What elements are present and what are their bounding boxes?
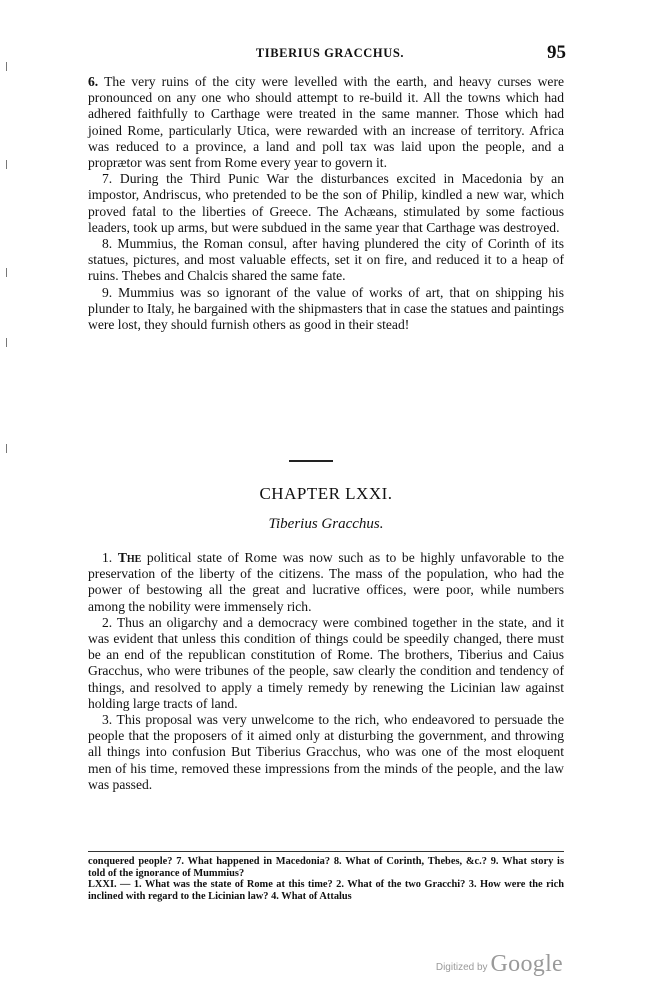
paragraph	[88, 236, 564, 285]
paragraph	[88, 171, 564, 236]
paragraph-number: 8.	[102, 236, 113, 252]
paragraph	[88, 712, 564, 793]
opening-word: The	[117, 550, 142, 565]
google-logo: Google	[490, 951, 563, 977]
paragraph	[88, 285, 564, 334]
footnotes	[88, 856, 564, 902]
digitized-watermark	[436, 948, 563, 978]
paragraph-number: 9.	[102, 284, 113, 300]
paragraph-text: During the Third Punic War the disturbances excited in Macedonia by an impostor, Andriscus, who pretended to be the son of Philip, kindled a new war, which proved fatal to the liberties of Greece. The Achæans, stimulated by some factious leaders, took up arms, but were subdued in the same year that Carthage was destroyed.	[88, 171, 564, 235]
paragraph-text: The very ruins of the city were levelled with the earth, and heavy curses were pronounced on any one who should attempt to re-build it. All the towns which had adhered faithfully to Carthage were treated in the same manner. Those which had joined Rome, particularly Utica, were rewarded with an increase of territory. Africa was reduced to a province, a land and poll tax was laid upon the people, and a proprætor was sent from Rome every year to govern it.	[88, 74, 564, 171]
watermark-prefix: Digitized by	[435, 962, 488, 973]
chapter-title: CHAPTER LXXI.	[259, 484, 393, 503]
paragraph-number: 6.	[88, 74, 99, 89]
chapter-subtitle: Tiberius Gracchus.	[268, 516, 384, 532]
paragraph-text: Mummius was so ignorant of the value of works of art, that on shipping his plunder to Italy, he bargained with the shipmasters that in case the statues and paintings were lost, they should furnish others as good in their stead!	[88, 284, 564, 333]
paragraph-number: 2.	[102, 614, 113, 630]
margin-mark	[6, 338, 10, 347]
chapter-text	[88, 550, 564, 793]
footnote-rule	[88, 851, 564, 852]
paragraph-number: 7.	[102, 171, 113, 187]
paragraph-text: Mummius, the Roman consul, after having plundered the city of Corinth of its statues, pictures, and most valuable effects, set it on fire, and reduced it to a heap of ruins. Thebes and Chalcis shared the same fate.	[88, 236, 564, 284]
section-divider	[289, 460, 333, 462]
page-number: 95	[547, 42, 566, 63]
footnote-line: LXXI. — 1. What was the state of Rome at this time? 2. What of the two Gracchi? 3. How were the rich inclined with regard to the Licinian law? 4. What of Attalus	[88, 879, 564, 902]
margin-mark	[6, 444, 10, 453]
paragraph-text: Thus an oligarchy and a democracy were combined together in the state, and it was evident that unless this condition of things could be speedily changed, there must be an end of the republican constitution of Rome. The brothers, Tiberius and Caius Gracchus, who were tribunes of the people, saw clearly the condition and tendency of things, and resolved to apply a timely remedy by renewing the Licinian law against holding large tracts of land.	[88, 614, 564, 711]
margin-mark	[6, 268, 10, 277]
page-header	[90, 42, 570, 66]
paragraph	[88, 74, 564, 171]
paragraph-text: This proposal was very unwelcome to the rich, who endeavored to persuade the people that the proposers of it aimed only at disturbing the government, and throwing all things into confusion But Tiberius Gracchus, who was one of the most eloquent men of his time, removed these impressions from the minds of the people, and the law was passed.	[88, 712, 564, 792]
footnote-line: conquered people? 7. What happened in Macedonia? 8. What of Corinth, Thebes, &c.? 9. What story is told of the ignorance of Mummius?	[88, 856, 564, 879]
running-head: TIBERIUS GRACCHUS.	[255, 46, 405, 60]
paragraph	[88, 550, 564, 615]
paragraph	[88, 615, 564, 712]
margin-mark	[6, 160, 10, 169]
body-text	[88, 74, 564, 333]
margin-mark	[6, 62, 10, 71]
paragraph-number: 1.	[102, 550, 113, 565]
paragraph-number: 3.	[102, 712, 113, 728]
paragraph-text: political state of Rome was now such as to be highly unfavorable to the preservation of the liberty of the citizens. The mass of the population, who had the power of bestowing all the great and lucrative offices, were poor, while numbers among the nobility were immensely rich.	[88, 550, 564, 614]
